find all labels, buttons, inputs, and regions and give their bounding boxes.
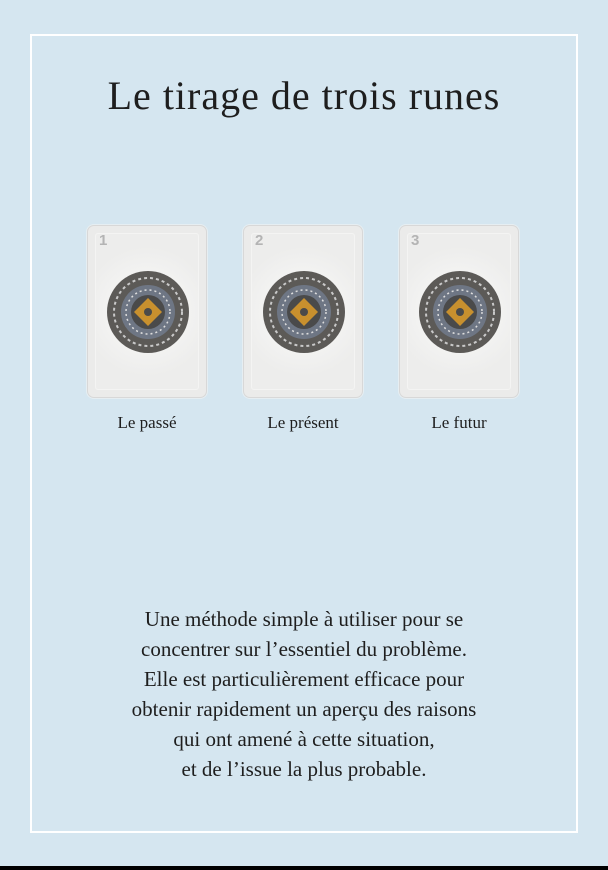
- card-number: 2: [255, 232, 264, 249]
- rune-card-1[interactable]: [87, 225, 207, 398]
- rune-medallion-icon: [418, 270, 502, 354]
- rune-card-3[interactable]: [399, 225, 519, 398]
- card-label-present: Le présent: [267, 413, 339, 432]
- bottom-bar: [0, 866, 608, 870]
- rune-card-2[interactable]: [243, 225, 363, 398]
- rune-medallion-icon: [262, 270, 346, 354]
- card-number: 3: [411, 232, 420, 249]
- description: Une méthode simple à utiliser pour se concentrer sur l’essentiel du problème. Elle est particulièrement efficace pour obtenir rapidement un aperçu des raisons qui ont amené à cette situation, et de l’issue la plus probable.: [131, 607, 477, 781]
- page-title: Le tirage de trois runes: [107, 73, 501, 118]
- card-label-past: Le passé: [117, 413, 177, 432]
- card-label-future: Le futur: [431, 413, 487, 432]
- card-number: 1: [99, 232, 108, 249]
- rune-medallion-icon: [106, 270, 190, 354]
